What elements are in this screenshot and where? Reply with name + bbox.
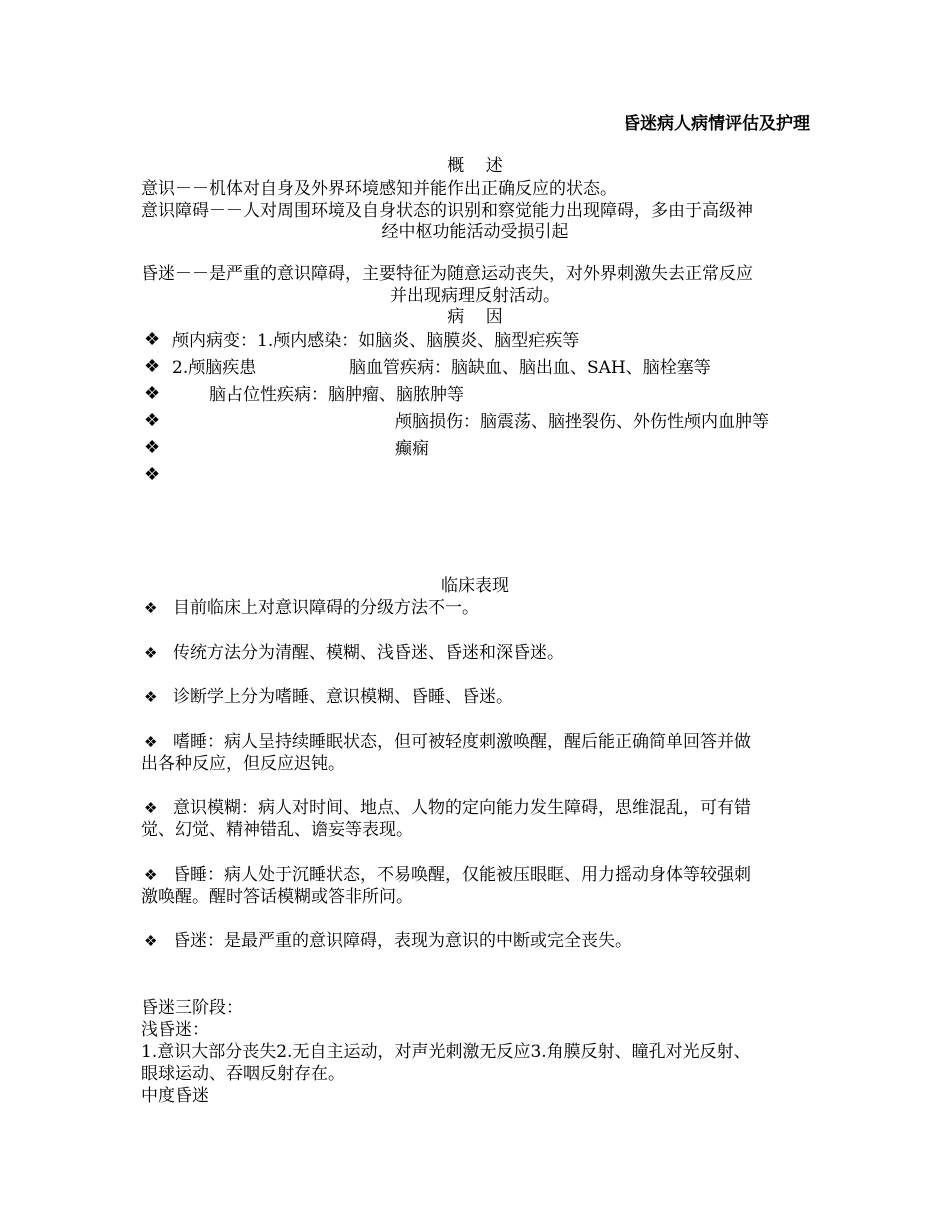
clinical-item: 嗜睡：病人呈持续睡眠状态，但可被轻度刺激唤醒，醒后能正确简单回答并做 [173,732,751,752]
document-title: 昏迷病人病情评估及护理 [623,114,810,134]
clinical-item-continuation: 激唤醒。醒时答话模糊或答非所问。 [141,887,413,907]
clinical-item: 诊断学上分为嗜睡、意识模糊、昏睡、昏迷。 [173,687,513,707]
clinical-item-continuation: 出各种反应，但反应迟钝。 [141,754,345,774]
bullet-icon: ❖ [144,644,158,662]
bullet-icon: ❖ [144,437,161,458]
stages-heading: 昏迷三阶段： [141,998,243,1018]
consciousness-definition: 意识－－机体对自身及外界环境感知并能作出正确反应的状态。 [141,179,617,199]
clinical-item-continuation: 觉、幻觉、精神错乱、谵妄等表现。 [141,820,413,840]
causes-heading: 病 因 [447,307,503,327]
light-coma-label: 浅昏迷： [141,1020,209,1040]
bullet-icon: ❖ [144,599,158,617]
coma-definition-line2: 并出现病理反射活动。 [390,286,560,306]
cause-item: 颅脑损伤：脑震荡、脑挫裂伤、外伤性颅内血肿等 [395,412,769,432]
clinical-heading: 临床表现 [441,576,509,596]
disorder-definition-line2: 经中枢功能活动受损引起 [381,222,569,242]
bullet-icon: ❖ [144,866,158,884]
bullet-icon: ❖ [144,799,158,817]
light-coma-line1: 1.意识大部分丧失2.无自主运动，对声光刺激无反应3.角膜反射、瞳孔对光反射、 [141,1042,751,1062]
bullet-icon: ❖ [144,329,161,350]
cause-item-detail: 脑血管疾病：脑缺血、脑出血、SAH、脑栓塞等 [349,358,711,378]
bullet-icon: ❖ [144,688,158,706]
coma-definition-line1: 昏迷－－是严重的意识障碍，主要特征为随意运动丧失，对外界刺激失去正常反应 [141,264,753,284]
bullet-icon: ❖ [144,410,161,431]
bullet-icon: ❖ [144,356,161,377]
cause-item: 脑占位性疾病：脑肿瘤、脑脓肿等 [209,385,464,405]
clinical-item: 意识模糊：病人对时间、地点、人物的定向能力发生障碍，思维混乱，可有错 [173,798,751,818]
disorder-definition-line1: 意识障碍－－人对周围环境及自身状态的识别和察觉能力出现障碍，多由于高级神 [141,201,753,221]
bullet-icon: ❖ [144,733,158,751]
clinical-item: 昏睡：病人处于沉睡状态，不易唤醒，仅能被压眼眶、用力摇动身体等较强刺 [173,865,751,885]
clinical-item: 传统方法分为清醒、模糊、浅昏迷、昏迷和深昏迷。 [173,643,564,663]
moderate-coma-label: 中度昏迷 [141,1086,209,1106]
bullet-icon: ❖ [144,932,158,950]
bullet-icon: ❖ [144,464,161,485]
cause-item: 癫痫 [395,439,429,459]
clinical-item: 昏迷：是最严重的意识障碍，表现为意识的中断或完全丧失。 [173,931,632,951]
cause-item: 2.颅脑疾患 [172,358,257,378]
bullet-icon: ❖ [144,383,161,404]
clinical-item: 目前临床上对意识障碍的分级方法不一。 [173,598,479,618]
light-coma-line2: 眼球运动、吞咽反射存在。 [141,1064,345,1084]
overview-heading: 概 述 [447,156,503,176]
cause-item: 颅内病变：1.颅内感染：如脑炎、脑膜炎、脑型疟疾等 [172,331,580,351]
